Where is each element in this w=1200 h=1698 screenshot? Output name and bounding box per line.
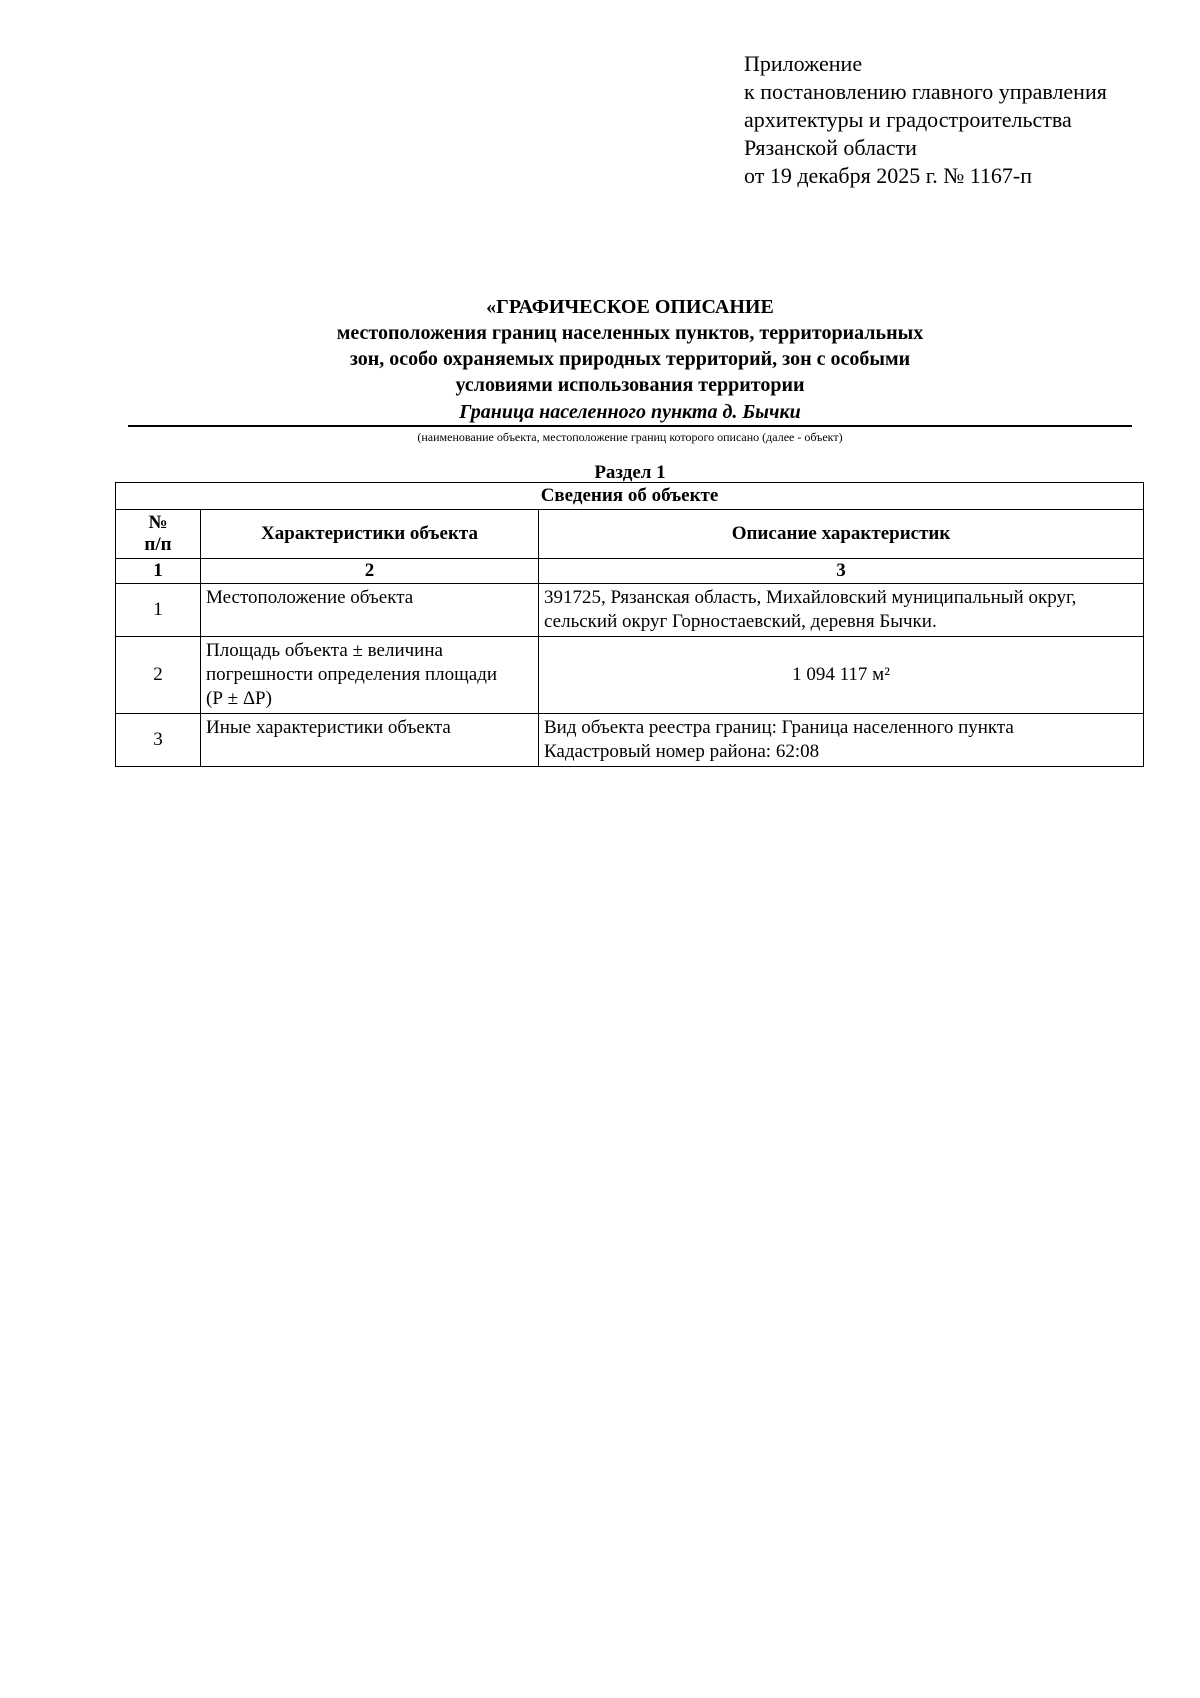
- row-description-line: 391725, Рязанская область, Михайловский муниципальный округ,: [544, 587, 1077, 608]
- appendix-line: к постановлению главного управления: [744, 79, 1107, 104]
- document-heading: [0, 294, 1200, 398]
- row-description: [539, 584, 1144, 637]
- row-characteristic-line: Площадь объекта ± величина: [206, 640, 443, 661]
- row-characteristic: Местоположение объекта: [201, 584, 539, 637]
- table-row: [116, 714, 1144, 767]
- column-index: 3: [539, 559, 1144, 584]
- column-header-description: Описание характеристик: [539, 510, 1144, 559]
- object-name: Граница населенного пункта д. Бычки: [459, 401, 801, 423]
- appendix-block: [744, 50, 1184, 190]
- appendix-line: архитектуры и градостроительства: [744, 107, 1072, 132]
- appendix-date-line: от 19 декабря 2025 г. № 1167-п: [744, 163, 1033, 188]
- table-row: [116, 637, 1144, 714]
- row-number: 1: [116, 584, 201, 637]
- column-index-row: [116, 559, 1144, 584]
- column-header-characteristic: Характеристики объекта: [201, 510, 539, 559]
- row-description-line: Кадастровый номер района: 62:08: [544, 741, 820, 762]
- object-name-underline: [128, 425, 1132, 427]
- section-label: Раздел 1: [594, 462, 666, 483]
- heading-line: местоположения границ населенных пунктов, территориальных: [336, 322, 924, 344]
- table-row: [116, 584, 1144, 637]
- row-description-area: 1 094 117 м²: [539, 637, 1144, 714]
- row-number: 2: [116, 637, 201, 714]
- column-header-num-line: п/п: [144, 534, 172, 555]
- heading-title: «ГРАФИЧЕСКОЕ ОПИСАНИЕ: [486, 296, 774, 318]
- column-header-num: [116, 510, 201, 559]
- appendix-line: Приложение: [744, 51, 863, 76]
- row-characteristic-line: погрешности определения площади: [206, 664, 498, 685]
- object-name-hint: (наименование объекта, местоположение границ которого описано (далее - объект): [417, 430, 843, 444]
- table-caption-row: [116, 483, 1144, 510]
- object-info-table: [115, 482, 1144, 767]
- row-characteristic: [201, 637, 539, 714]
- row-description: [539, 714, 1144, 767]
- column-index: 2: [201, 559, 539, 584]
- appendix-line: Рязанской области: [744, 135, 917, 160]
- heading-line: условиями использования территории: [455, 374, 805, 396]
- heading-line: зон, особо охраняемых природных территорий, зон с особыми: [349, 348, 911, 370]
- row-description-line: Вид объекта реестра границ: Граница населенного пункта: [544, 717, 1014, 738]
- table-header-row: [116, 510, 1144, 559]
- row-characteristic: Иные характеристики объекта: [201, 714, 539, 767]
- column-index: 1: [116, 559, 201, 584]
- column-header-num-line: №: [148, 512, 168, 533]
- row-description-line: сельский округ Горностаевский, деревня Бычки.: [544, 611, 937, 632]
- row-number: 3: [116, 714, 201, 767]
- table-caption: Сведения об объекте: [116, 483, 1144, 510]
- row-characteristic-line: (Р ± ΔР): [206, 688, 272, 709]
